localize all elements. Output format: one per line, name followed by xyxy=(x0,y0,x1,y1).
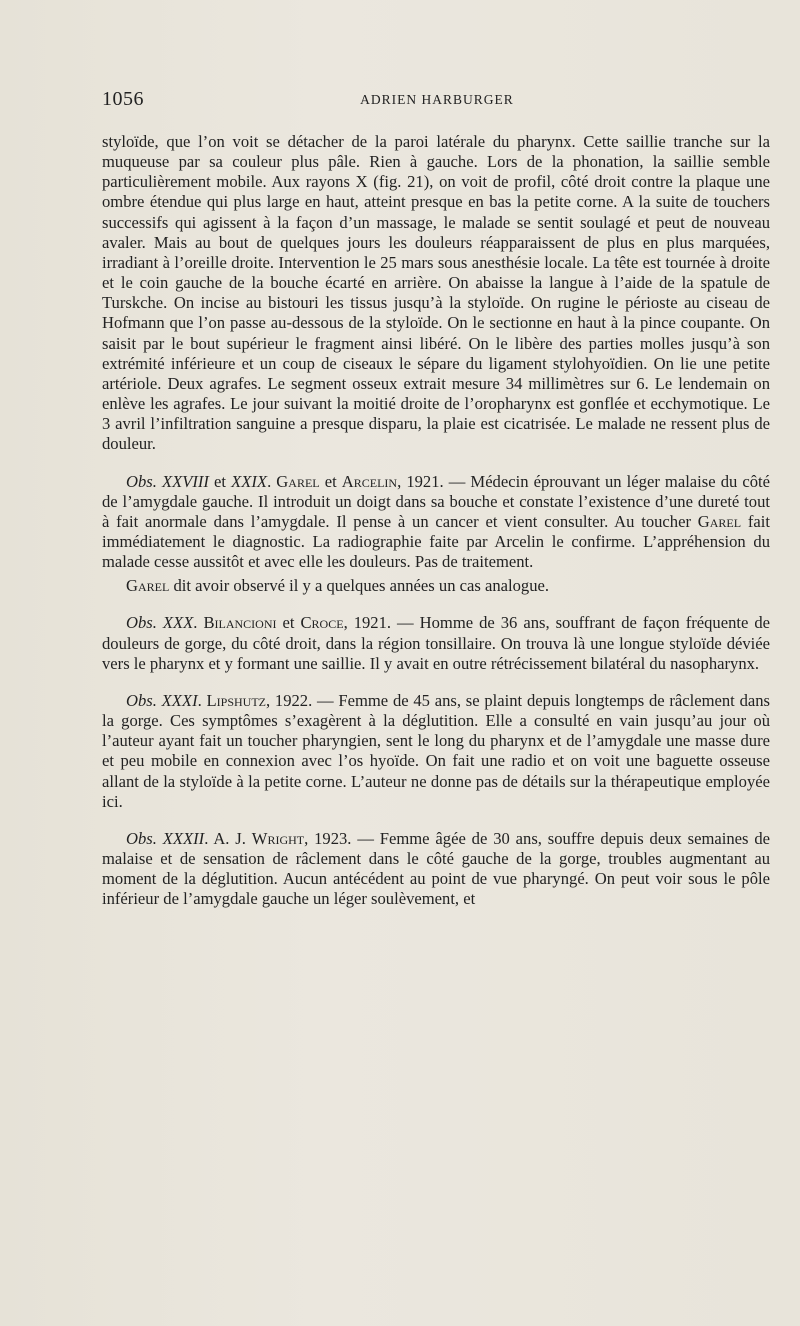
obs-label: Obs. XXXI xyxy=(126,690,198,710)
author-name: Wright xyxy=(251,828,305,848)
paragraph-text: dit avoir observé il y a quelques années un cas analogue. xyxy=(169,576,550,596)
paragraph-obs-32 xyxy=(102,829,770,910)
author-name: Croce xyxy=(300,613,344,633)
author-name: Arcelin xyxy=(341,471,398,491)
connector-text: et xyxy=(276,613,301,633)
obs-label: Obs. XXXII xyxy=(126,828,205,848)
paragraph-obs-31 xyxy=(102,691,770,812)
paragraph-continuation: styloïde, que l’on voit se détacher de la paroi latérale du pharynx. Cette saillie tranche sur la muqueuse par sa couleur plus pâle. Rien à gauche. Lors de la phonation, la saillie semble particulièrement mobile. Aux rayons X (fig. 21), on voit de profil, côté droit contre la plaque une ombre étendue qui plus large en haut, atteint presque en bas la petite corne. A la suite de touchers successifs qui agissent à la façon d’un massage, le malade se sentit soulagé et peut de nouveau avaler. Mais au bout de quelques jours les douleurs réapparaissent de plus en plus marquées, irradiant à l’oreille droite. Intervention le 25 mars sous anesthésie locale. La tête est tournée à droite et le coin gauche de la bouche écarté en arrière. On abaisse la langue à l’aide de la spatule de Turskche. On incise au bistouri les tissus jusqu’à la styloïde. On rugine le périoste au ciseau de Hofmann que l’on passe au-dessous de la styloïde. On le sectionne en haut à la pince coupante. On saisit par le bout supérieur le fragment ainsi libéré. On le libère des parties molles jusqu’à son extrémité inférieure et un coup de ciseaux le sépare du ligament stylohyoïdien. On lie une petite artériole. Deux agrafes. Le segment osseux extrait mesure 34 millimètres sur 6. Le lendemain on enlève les agrafes. Le jour suivant la moitié droite de l’oropharynx est gonflée et ecchymotique. Le 3 avril l’infiltration sanguine a presque disparu, la plaie est cicatrisée. Le malade ne ressent plus de douleur. xyxy=(102,132,770,454)
connector-text: . xyxy=(193,613,204,633)
author-name: Garel xyxy=(276,471,320,491)
running-head: ADRIEN HARBURGER xyxy=(360,92,514,107)
paragraph-text: , 1923. — Femme âgée de 30 ans, souffre depuis deux semaines de malaise et de sensation de râclement dans le côté gauche de la gorge, troubles augmentant au moment de la déglutition. Aucun antécédent au point de vue pharyngé. On peut voir sous le pôle inférieur de l’amygdale gauche un léger soulèvement, et xyxy=(102,828,770,909)
author-name: Lipshutz xyxy=(206,690,266,710)
connector-text: . A. J. xyxy=(204,828,252,848)
obs-label-2: XXIX xyxy=(231,471,268,491)
paragraph-garel-note xyxy=(102,576,770,596)
paragraph-text: , 1921. — Homme de 36 ans, souffrant de façon fréquente de douleurs de gorge, du côté droit, dans la région tonsillaire. On trouva là une longue styloïde déviée vers le pharynx et y formant une saillie. Il y avait en outre rétrécissement bilatéral du nasopharynx. xyxy=(102,613,770,673)
author-name: Garel xyxy=(697,511,742,531)
connector-text: . xyxy=(197,690,207,710)
author-name: Garel xyxy=(126,576,170,596)
page-number: 1056 xyxy=(102,88,144,110)
connector-text: et xyxy=(208,471,232,491)
paragraph-text: , 1922. — Femme de 45 ans, se plaint depuis longtemps de râclement dans la gorge. Ces symptômes s’exagèrent à la déglutition. Elle a consulté en vain jusqu’au jour où l’auteur ayant fait un toucher pharyngien, sent le long du pharynx et de l’amygdale une masse dure et peu mobile en connexion avec l’os hyoïde. On fait une radio et on voit une baguette osseuse allant de la styloïde à la petite corne. L’auteur ne donne pas de détails sur la thérapeutique employée ici. xyxy=(102,690,770,811)
connector-text: et xyxy=(319,471,342,491)
paragraph-text: fait immédiatement le diagnostic. La radiographie faite par Arcelin le confirme. L’appréhension du malade cesse aussitôt et avec elle les douleurs. Pas de traitement. xyxy=(102,511,770,572)
connector-text: . xyxy=(267,471,277,491)
author-name: Bilancioni xyxy=(203,613,277,633)
paragraph-text: , 1921. — Médecin éprouvant un léger malaise du côté de l’amygdale gauche. Il introduit un doigt dans sa bouche et constate l’existence d’une dureté tout à fait anormale dans l’amygdale. Il pense à un cancer et vient consulter. Au toucher xyxy=(102,471,771,531)
page-header xyxy=(102,88,772,118)
paragraph-obs-28-29 xyxy=(102,472,770,573)
body-text xyxy=(102,132,770,909)
paragraph-obs-30 xyxy=(102,613,770,673)
obs-label: Obs. XXVIII xyxy=(126,471,209,491)
obs-label: Obs. XXX xyxy=(126,613,194,633)
